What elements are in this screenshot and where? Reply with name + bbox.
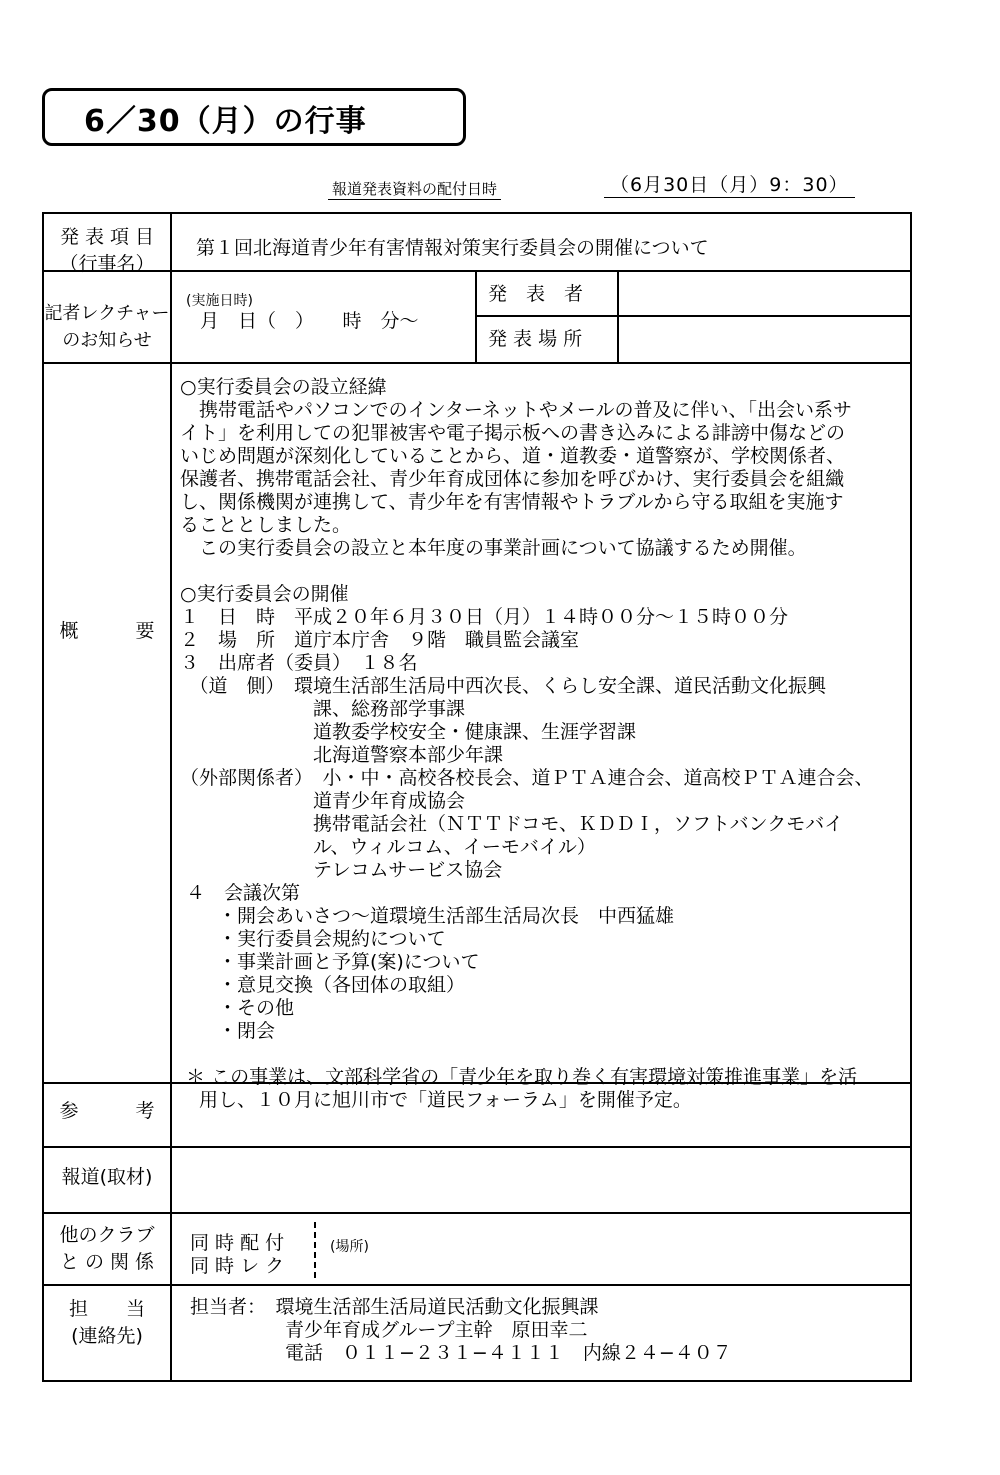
row-divider [42, 1284, 912, 1286]
item-label-line: （行事名） [59, 253, 155, 275]
lecture-label-line: 記者レクチャー [44, 303, 170, 324]
row-divider [42, 362, 912, 364]
summary-line: テレコムサービス協会 [180, 859, 503, 881]
summary-line: 保護者、携帯電話会社、青少年育成団体に参加を呼びかけ、実行委員会を組織 [180, 468, 845, 490]
summary-line: いじめ問題が深刻化していることから、道・道教委・道警察が、学校関係者、 [180, 445, 846, 467]
summary-line: し、関係機関が連携して、青少年を有害情報やトラブルから守る取組を実施す [180, 491, 844, 513]
summary-line: ４ 会議次第 [180, 882, 301, 904]
lecture-label-line: のお知らせ [62, 330, 152, 351]
contact-label [44, 1296, 170, 1350]
reference-label: 参 考 [59, 1100, 155, 1122]
contact-line: 担当者： 環境生活部生活局道民活動文化振興課 [190, 1296, 599, 1318]
summary-line: 道教委学校安全・健康課、生涯学習課 [180, 721, 637, 743]
item-value: 第１回北海道青少年有害情報対策実行委員会の開催について [196, 237, 709, 259]
summary-line: 携帯電話やパソコンでのインターネットやメールの普及に伴い、「出会い系サ [180, 399, 853, 421]
club-place-label: (場所) [330, 1239, 369, 1255]
summary-body [180, 376, 874, 1112]
summary-line: ・事業計画と予算(案)について [180, 951, 480, 973]
summary-line: イト」を利用しての犯罪被害や電子掲示板への書き込みによる誹謗中傷などの [180, 422, 846, 444]
contact-line: 電話 ０１１−２３１−４１１１ 内線２４−４０７ [190, 1342, 732, 1364]
club-simultaneous-lecture: 同 時 レ ク [190, 1255, 285, 1277]
distribution-label: 報道発表資料の配付日時 [328, 178, 501, 200]
summary-line: ることとしました。 [180, 514, 352, 536]
contact-line: 青少年育成グループ主幹 原田幸二 [190, 1319, 588, 1341]
press-label: 報道(取材) [61, 1166, 153, 1188]
summary-line: ・開会あいさつ〜道環境生活部生活局次長 中西猛雄 [180, 905, 675, 927]
summary-label: 概 要 [59, 620, 155, 642]
summary-line: ル、ウィルコム、イーモバイル） [180, 836, 596, 858]
summary-line: 用し、１０月に旭川市で「道民フォーラム」を開催予定。 [180, 1089, 692, 1111]
summary-line: ３ 出席者（委員） １８名 [180, 652, 418, 674]
impl-value: 月 日（ ） 時 分〜 [200, 310, 419, 332]
summary-line: 道青少年育成協会 [180, 790, 466, 812]
summary-line: ・意見交換（各団体の取組） [180, 974, 466, 996]
item-label-line: 発 表 項 目 [59, 226, 155, 248]
summary-line: ○実行委員会の開催 [180, 583, 349, 605]
row-divider [42, 270, 912, 272]
summary-line: （道 側） 環境生活部生活局中西次長、くらし安全課、道民活動文化振興 [180, 675, 827, 697]
club-label [44, 1222, 170, 1276]
item-label [44, 224, 170, 278]
contact-body [190, 1296, 732, 1365]
summary-line: 携帯電話会社（ＮＴＴドコモ、ＫＤＤＩ，ソフトバンクモバイ [180, 813, 844, 835]
summary-line [180, 560, 874, 583]
row-divider [42, 1212, 912, 1214]
summary-line: （外部関係者） 小・中・高校各校長会、道ＰＴＡ連合会、道高校ＰＴＡ連合会、 [180, 767, 874, 789]
contact-label-line: 担 当 [68, 1298, 145, 1320]
club-label-line: と の 関 係 [59, 1251, 155, 1273]
summary-line: ＊ この事業は、文部科学省の「青少年を取り巻く有害環境対策推進事業」を活 [180, 1066, 858, 1088]
club-label-line: 他のクラブ [59, 1224, 155, 1246]
summary-line: 北海道警察本部少年課 [180, 744, 504, 766]
row-divider [42, 1146, 912, 1148]
summary-line: ・実行委員会規約について [180, 928, 446, 950]
summary-line: ・その他 [180, 997, 295, 1019]
summary-line: １ 日 時 平成２０年６月３０日（月）１４時００分〜１５時００分 [180, 606, 789, 628]
presenter-label: 発 表 者 [488, 283, 584, 305]
summary-line [180, 1043, 874, 1066]
distribution-value: （6月30日（月）9：30） [604, 170, 855, 198]
summary-line: ○実行委員会の設立経緯 [180, 376, 387, 398]
lecture-label [44, 300, 170, 354]
place-label: 発 表 場 所 [488, 328, 583, 350]
impl-label: (実施日時) [186, 293, 253, 309]
summary-line: 課、総務部学事課 [180, 698, 466, 720]
summary-line: ２ 場 所 道庁本庁舎 ９階 職員監会議室 [180, 629, 580, 651]
summary-line: ・閉会 [180, 1020, 276, 1042]
club-dashed-divider [314, 1222, 316, 1278]
club-simultaneous-distribution: 同 時 配 付 [190, 1232, 285, 1254]
contact-label-line: (連絡先) [71, 1325, 143, 1347]
lecture-divider [475, 315, 912, 317]
label-column-divider [170, 212, 172, 1382]
page-title: 6／30（月）の行事 [84, 104, 367, 139]
summary-line: この実行委員会の設立と本年度の事業計画について協議するため開催。 [180, 537, 807, 559]
